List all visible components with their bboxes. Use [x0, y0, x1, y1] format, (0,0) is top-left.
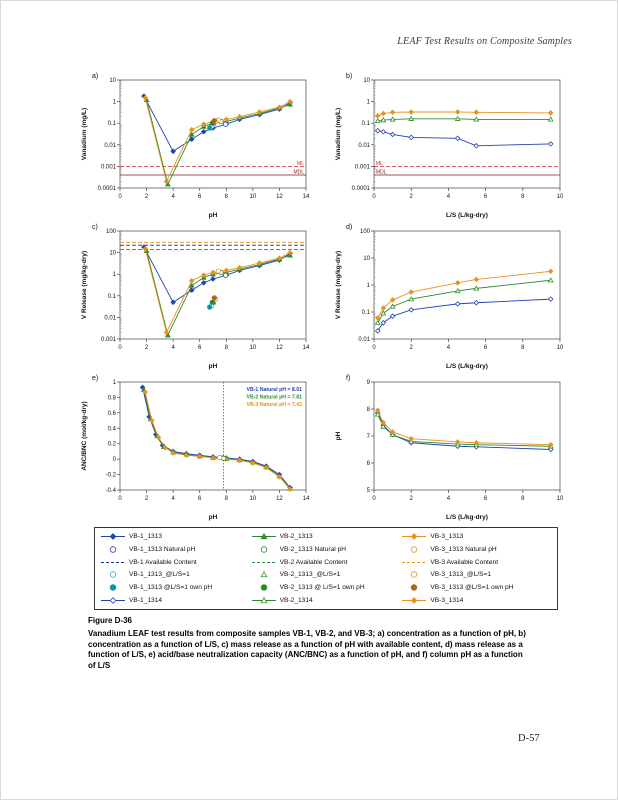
svg-text:1: 1 [112, 99, 116, 106]
svg-text:8: 8 [224, 345, 228, 351]
legend-item [251, 583, 402, 592]
svg-text:0.01: 0.01 [104, 142, 116, 149]
legend-item [100, 558, 251, 567]
svg-text:2: 2 [409, 496, 413, 502]
svg-text:0.1: 0.1 [361, 310, 370, 316]
chart-b-canvas [332, 70, 570, 225]
svg-text:Vanadium (mg/L): Vanadium (mg/L) [81, 107, 88, 161]
legend-label: VB-2_1313 @ L/S=1 own pH [279, 584, 365, 592]
svg-text:100: 100 [359, 229, 370, 235]
svg-text:12: 12 [276, 194, 283, 200]
legend-swatch-icon [100, 570, 126, 579]
chart-panel-d [332, 221, 570, 371]
svg-text:10: 10 [249, 194, 257, 200]
legend-swatch-icon [401, 596, 427, 605]
legend-label: VB-1_1314 [129, 597, 162, 605]
svg-text:1: 1 [112, 272, 116, 279]
svg-text:10: 10 [249, 345, 257, 351]
figure-label: Figure D-36 [88, 616, 133, 625]
legend-label: VB-1_1313 @L/S=1 own pH [129, 584, 213, 592]
svg-text:0.001: 0.001 [354, 164, 370, 171]
chart-svg [78, 70, 316, 220]
svg-text:Vanadium (mg/L): Vanadium (mg/L) [335, 107, 342, 161]
svg-text:6: 6 [483, 496, 488, 502]
svg-text:0: 0 [118, 194, 122, 200]
svg-text:2: 2 [409, 345, 413, 351]
svg-text:ML: ML [297, 160, 304, 167]
svg-text:6: 6 [198, 496, 202, 502]
legend-label: VB-1_1313_@L/S=1 [129, 571, 190, 579]
chart-panel-c [78, 221, 316, 371]
svg-text:5: 5 [366, 488, 370, 494]
svg-text:2: 2 [144, 345, 149, 351]
panel-letter-f: f) [346, 375, 351, 382]
svg-text:10: 10 [363, 256, 370, 262]
svg-text:0: 0 [372, 194, 376, 200]
svg-text:0.1: 0.1 [107, 121, 116, 128]
page-number: D-57 [518, 733, 540, 744]
svg-text:V Release (mg/kg-dry): V Release (mg/kg-dry) [335, 250, 342, 320]
svg-text:VB-2 Natural pH = 7.81: VB-2 Natural pH = 7.81 [246, 394, 302, 401]
svg-text:4: 4 [171, 194, 175, 200]
figure-legend [94, 527, 558, 610]
svg-text:9: 9 [366, 380, 370, 386]
svg-text:VB-1 Natural pH = 8.01: VB-1 Natural pH = 8.01 [246, 387, 302, 393]
panel-letter-e: e) [92, 375, 99, 382]
svg-text:4: 4 [171, 345, 175, 351]
legend-item [100, 583, 251, 592]
svg-text:0.001: 0.001 [100, 164, 116, 171]
svg-text:6: 6 [198, 194, 202, 200]
figure-caption [88, 616, 526, 672]
svg-text:4: 4 [171, 496, 175, 502]
svg-text:pH: pH [335, 431, 342, 441]
svg-text:0: 0 [112, 457, 116, 464]
svg-text:10: 10 [249, 496, 257, 502]
legend-item [251, 596, 402, 605]
svg-text:0: 0 [118, 345, 122, 351]
panel-letter-b: b) [346, 73, 353, 80]
legend-label: VB-2_1313 Natural pH [279, 545, 346, 553]
legend-item [401, 558, 552, 567]
svg-text:MDL: MDL [293, 169, 304, 176]
legend-item [401, 583, 552, 592]
svg-text:14: 14 [302, 496, 310, 502]
svg-text:ML: ML [376, 160, 383, 167]
svg-text:0.4: 0.4 [107, 426, 116, 433]
legend-label: VB-2_1313_@L/S=1 [279, 571, 341, 579]
chart-panel-f [332, 372, 570, 522]
chart-svg [78, 372, 316, 522]
svg-text:2: 2 [144, 496, 149, 502]
svg-text:10: 10 [109, 250, 116, 257]
charts-grid [78, 70, 570, 522]
svg-text:4: 4 [446, 345, 451, 351]
legend-swatch-icon [251, 583, 277, 592]
legend-item [100, 545, 251, 554]
legend-label: VB-1_1313 [129, 532, 162, 540]
svg-text:1: 1 [112, 380, 116, 386]
svg-text:14: 14 [302, 194, 310, 200]
svg-text:2: 2 [144, 194, 149, 200]
svg-text:0.6: 0.6 [107, 410, 116, 417]
legend-label: VB-2 Available Content [279, 558, 348, 566]
chart-svg [332, 221, 570, 371]
legend-item [401, 545, 552, 554]
svg-text:pH: pH [208, 212, 218, 219]
svg-text:pH: pH [208, 363, 218, 370]
legend-item [100, 596, 251, 605]
svg-text:0.0001: 0.0001 [351, 186, 370, 192]
chart-panel-b [332, 70, 570, 220]
svg-text:VB-3 Natural pH = 7.42: VB-3 Natural pH = 7.42 [246, 402, 302, 408]
svg-text:7: 7 [366, 434, 370, 440]
chart-svg [332, 70, 570, 220]
svg-text:0.01: 0.01 [104, 315, 116, 322]
legend-label: VB-1 Available Content [129, 558, 197, 566]
svg-text:0.01: 0.01 [358, 142, 370, 149]
legend-label: VB-3 Available Content [430, 558, 499, 566]
svg-text:-0.2: -0.2 [105, 472, 116, 479]
legend-swatch-icon [401, 570, 427, 579]
legend-item [401, 532, 552, 541]
svg-text:pH: pH [208, 514, 218, 521]
svg-text:14: 14 [302, 345, 310, 351]
legend-item [251, 570, 402, 579]
svg-text:L/S (L/kg-dry): L/S (L/kg-dry) [446, 514, 488, 521]
legend-swatch-icon [401, 532, 427, 541]
svg-text:10: 10 [363, 78, 370, 84]
svg-text:0.2: 0.2 [107, 441, 116, 448]
legend-swatch-icon [100, 583, 126, 592]
svg-text:4: 4 [446, 194, 451, 200]
svg-text:L/S (L/kg-dry): L/S (L/kg-dry) [446, 363, 488, 370]
chart-panel-e [78, 372, 316, 522]
legend-label: VB-3_1313 [430, 532, 464, 540]
svg-text:100: 100 [105, 229, 116, 235]
svg-text:0.01: 0.01 [358, 337, 370, 343]
legend-swatch-icon [100, 558, 126, 567]
svg-text:6: 6 [366, 461, 370, 467]
chart-d-canvas [332, 221, 570, 376]
svg-text:0: 0 [372, 345, 376, 351]
legend-swatch-icon [401, 583, 427, 592]
legend-label: VB-3_1313 @L/S=1 own pH [430, 584, 514, 592]
legend-swatch-icon [251, 532, 277, 541]
svg-text:6: 6 [483, 345, 488, 351]
svg-text:1: 1 [366, 283, 370, 289]
legend-item [401, 596, 552, 605]
panel-letter-c: c) [92, 224, 98, 231]
svg-text:0.8: 0.8 [107, 395, 116, 402]
chart-e-canvas [78, 372, 316, 527]
legend-label: VB-2_1313 [279, 532, 313, 540]
legend-label: VB-1_1313 Natural pH [129, 545, 196, 553]
legend-swatch-icon [401, 558, 427, 567]
legend-item [100, 570, 251, 579]
figure-caption-text: Vanadium LEAF test results from composite samples VB-1, VB-2, and VB-3; a) concentration as a function of pH, b) concentration as a function of L/S, c) mass release as a function of pH with available content, d) mass release as a function of L/S, e) acid/base neutralization capacity (ANC/BNC) as a function of pH, and f) column pH as a function of L/S [88, 628, 526, 671]
chart-c-canvas [78, 221, 316, 376]
panel-letter-d: d) [346, 224, 353, 231]
svg-text:10: 10 [556, 345, 564, 351]
svg-text:V Release (mg/kg-dry): V Release (mg/kg-dry) [81, 250, 88, 320]
legend-label: VB-3_1314 [430, 597, 464, 605]
svg-text:8: 8 [521, 496, 525, 502]
svg-text:6: 6 [483, 194, 488, 200]
legend-label: VB-3_1313 Natural pH [430, 545, 497, 553]
chart-f-canvas [332, 372, 570, 527]
svg-text:8: 8 [521, 345, 525, 351]
svg-text:1: 1 [366, 99, 370, 106]
page-header-title: LEAF Test Results on Composite Samples [397, 36, 572, 47]
legend-label: VB-2_1314 [279, 597, 313, 605]
legend-swatch-icon [251, 545, 277, 554]
svg-text:MDL: MDL [376, 169, 387, 176]
svg-text:10: 10 [556, 496, 564, 502]
panel-letter-a: a) [92, 73, 99, 80]
svg-text:0: 0 [372, 496, 376, 502]
chart-svg [78, 221, 316, 371]
svg-text:-0.4: -0.4 [105, 488, 116, 494]
svg-text:8: 8 [224, 496, 228, 502]
legend-item [100, 532, 251, 541]
legend-item [251, 545, 402, 554]
legend-swatch-icon [251, 596, 277, 605]
svg-text:8: 8 [224, 194, 228, 200]
svg-text:4: 4 [446, 496, 451, 502]
svg-text:6: 6 [198, 345, 202, 351]
legend-swatch-icon [100, 532, 126, 541]
svg-text:0: 0 [118, 496, 122, 502]
legend-item [401, 570, 552, 579]
legend-item [251, 532, 402, 541]
svg-text:0.0001: 0.0001 [97, 186, 116, 192]
chart-a-canvas [78, 70, 316, 225]
legend-item [251, 558, 402, 567]
legend-swatch-icon [251, 558, 277, 567]
svg-text:0.1: 0.1 [107, 293, 116, 300]
svg-text:10: 10 [556, 194, 564, 200]
legend-swatch-icon [401, 545, 427, 554]
svg-text:2: 2 [409, 194, 413, 200]
svg-text:ANC/BNC (mol/kg-dry): ANC/BNC (mol/kg-dry) [81, 401, 88, 471]
svg-text:L/S (L/kg-dry): L/S (L/kg-dry) [446, 212, 488, 219]
svg-text:8: 8 [521, 194, 525, 200]
svg-text:10: 10 [109, 78, 116, 84]
svg-text:8: 8 [366, 407, 370, 413]
svg-text:0.1: 0.1 [361, 121, 370, 128]
legend-swatch-icon [100, 596, 126, 605]
legend-swatch-icon [100, 545, 126, 554]
svg-text:0.001: 0.001 [100, 337, 116, 343]
chart-svg [332, 372, 570, 522]
legend-swatch-icon [251, 570, 277, 579]
svg-text:12: 12 [276, 345, 283, 351]
legend-label: VB-3_1313_@L/S=1 [430, 571, 492, 579]
chart-panel-a [78, 70, 316, 220]
svg-text:12: 12 [276, 496, 283, 502]
